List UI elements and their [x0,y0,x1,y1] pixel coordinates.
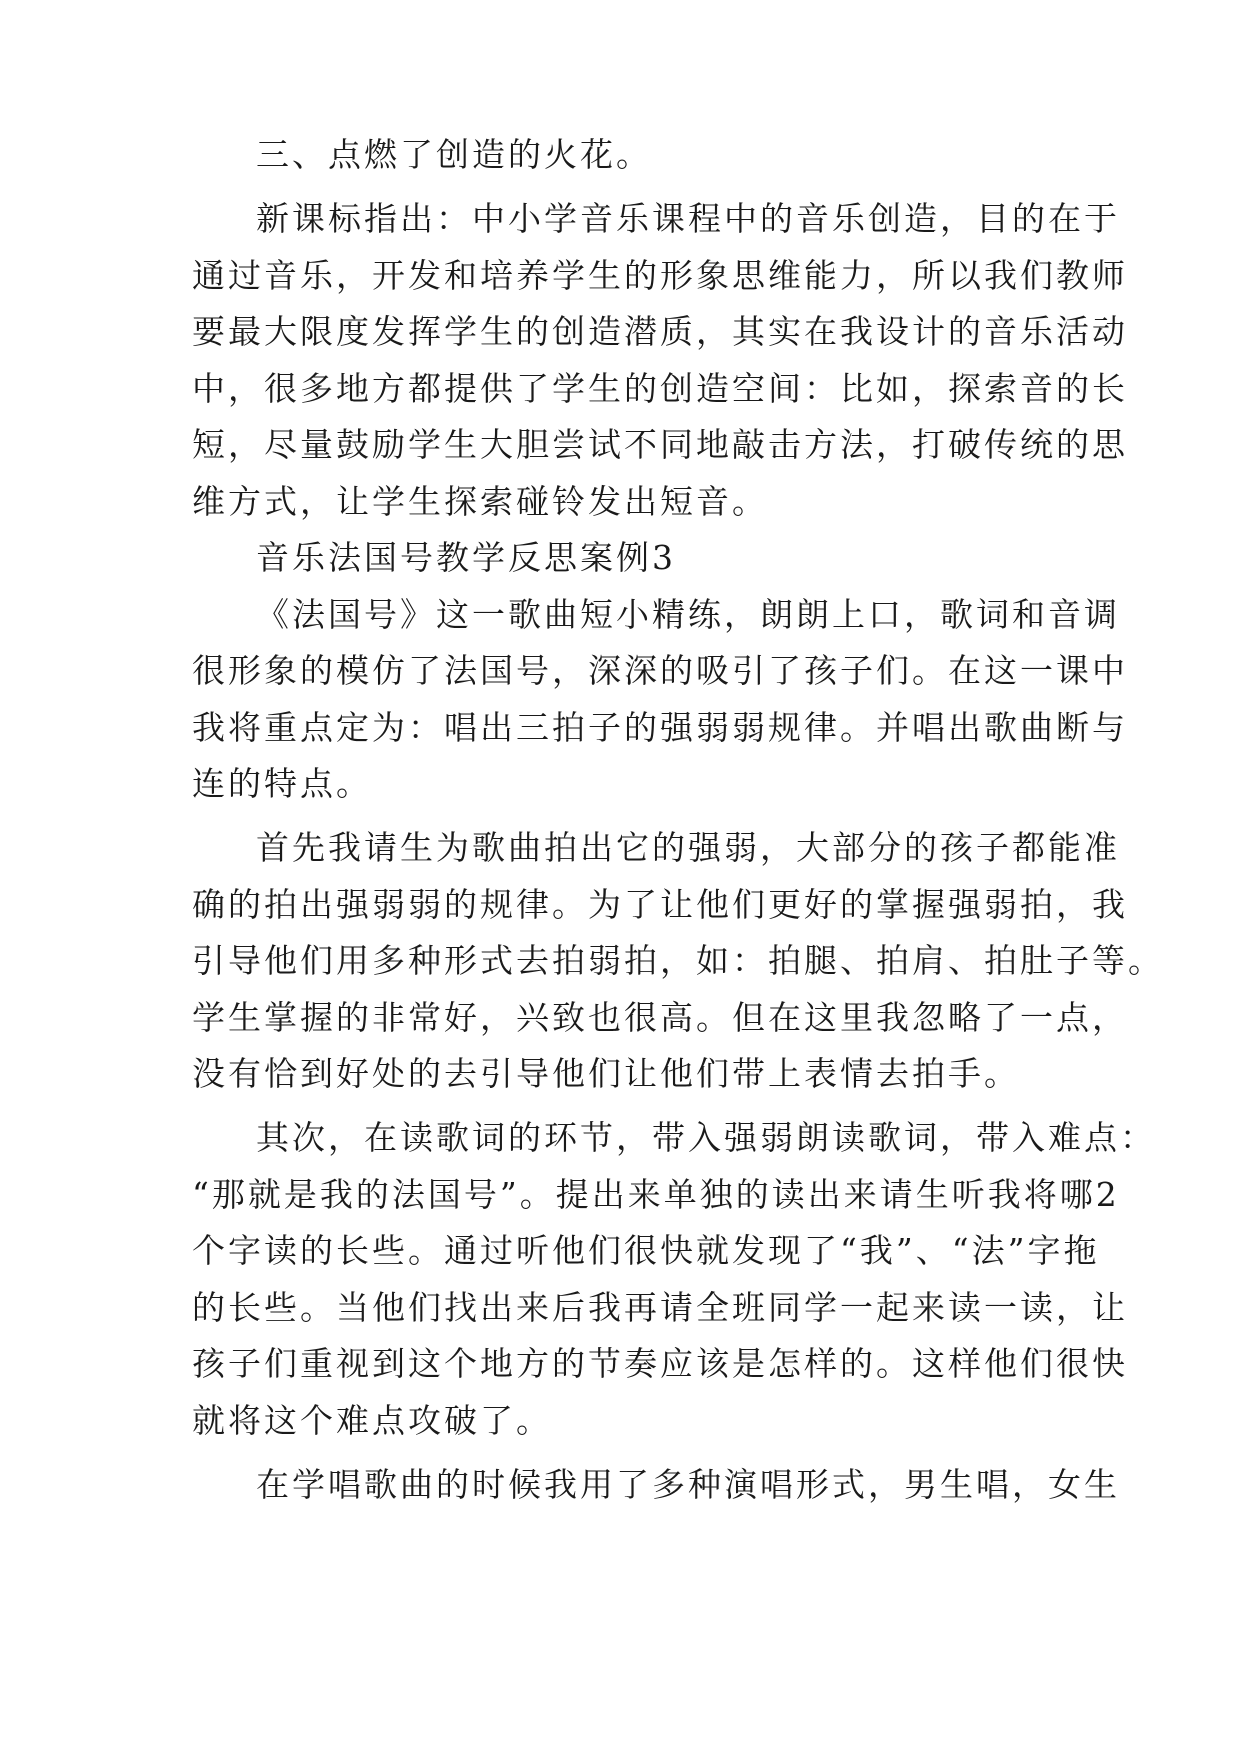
paragraph-line: 通过音乐，开发和培养学生的形象思维能力，所以我们教师 [192,256,1128,295]
paragraph-line: 学生掌握的非常好，兴致也很高。但在这里我忽略了一点， [192,998,1128,1037]
paragraph-line: 连的特点。 [192,764,372,803]
paragraph-line: 我将重点定为：唱出三拍子的强弱弱规律。并唱出歌曲断与 [192,708,1128,747]
paragraph-line: 新课标指出：中小学音乐课程中的音乐创造，目的在于 [256,199,1120,238]
paragraph-line: 在学唱歌曲的时候我用了多种演唱形式，男生唱，女生 [256,1465,1120,1504]
paragraph-line: 要最大限度发挥学生的创造潜质，其实在我设计的音乐活动 [192,312,1128,351]
paragraph-line: 确的拍出强弱弱的规律。为了让他们更好的掌握强弱拍，我 [192,885,1128,924]
paragraph-line: 首先我请生为歌曲拍出它的强弱，大部分的孩子都能准 [256,828,1120,867]
paragraph-line: 就将这个难点攻破了。 [192,1401,552,1440]
paragraph-line: 引导他们用多种形式去拍弱拍，如：拍腿、拍肩、拍肚子等。 [192,941,1164,980]
paragraph-line: 没有恰到好处的去引导他们让他们带上表情去拍手。 [192,1054,1020,1093]
paragraph-line: “那就是我的法国号”。提出来单独的读出来请生听我将哪2 [192,1175,1120,1214]
case-title: 音乐法国号教学反思案例3 [256,538,676,577]
paragraph-line: 短，尽量鼓励学生大胆尝试不同地敲击方法，打破传统的思 [192,425,1128,464]
paragraph-line: 其次，在读歌词的环节，带入强弱朗读歌词，带入难点： [256,1118,1156,1157]
paragraph-line: 个字读的长些。通过听他们很快就发现了“我”、“法”字拖 [192,1231,1100,1270]
paragraph-line: 的长些。当他们找出来后我再请全班同学一起来读一读，让 [192,1288,1128,1327]
paragraph-line: 维方式，让学生探索碰铃发出短音。 [192,482,768,521]
paragraph-line: 中，很多地方都提供了学生的创造空间：比如，探索音的长 [192,369,1128,408]
section-heading: 三、点燃了创造的火花。 [256,135,652,174]
paragraph-line: 《法国号》这一歌曲短小精练，朗朗上口，歌词和音调 [256,595,1120,634]
paragraph-line: 孩子们重视到这个地方的节奏应该是怎样的。这样他们很快 [192,1344,1128,1383]
paragraph-line: 很形象的模仿了法国号，深深的吸引了孩子们。在这一课中 [192,651,1128,690]
